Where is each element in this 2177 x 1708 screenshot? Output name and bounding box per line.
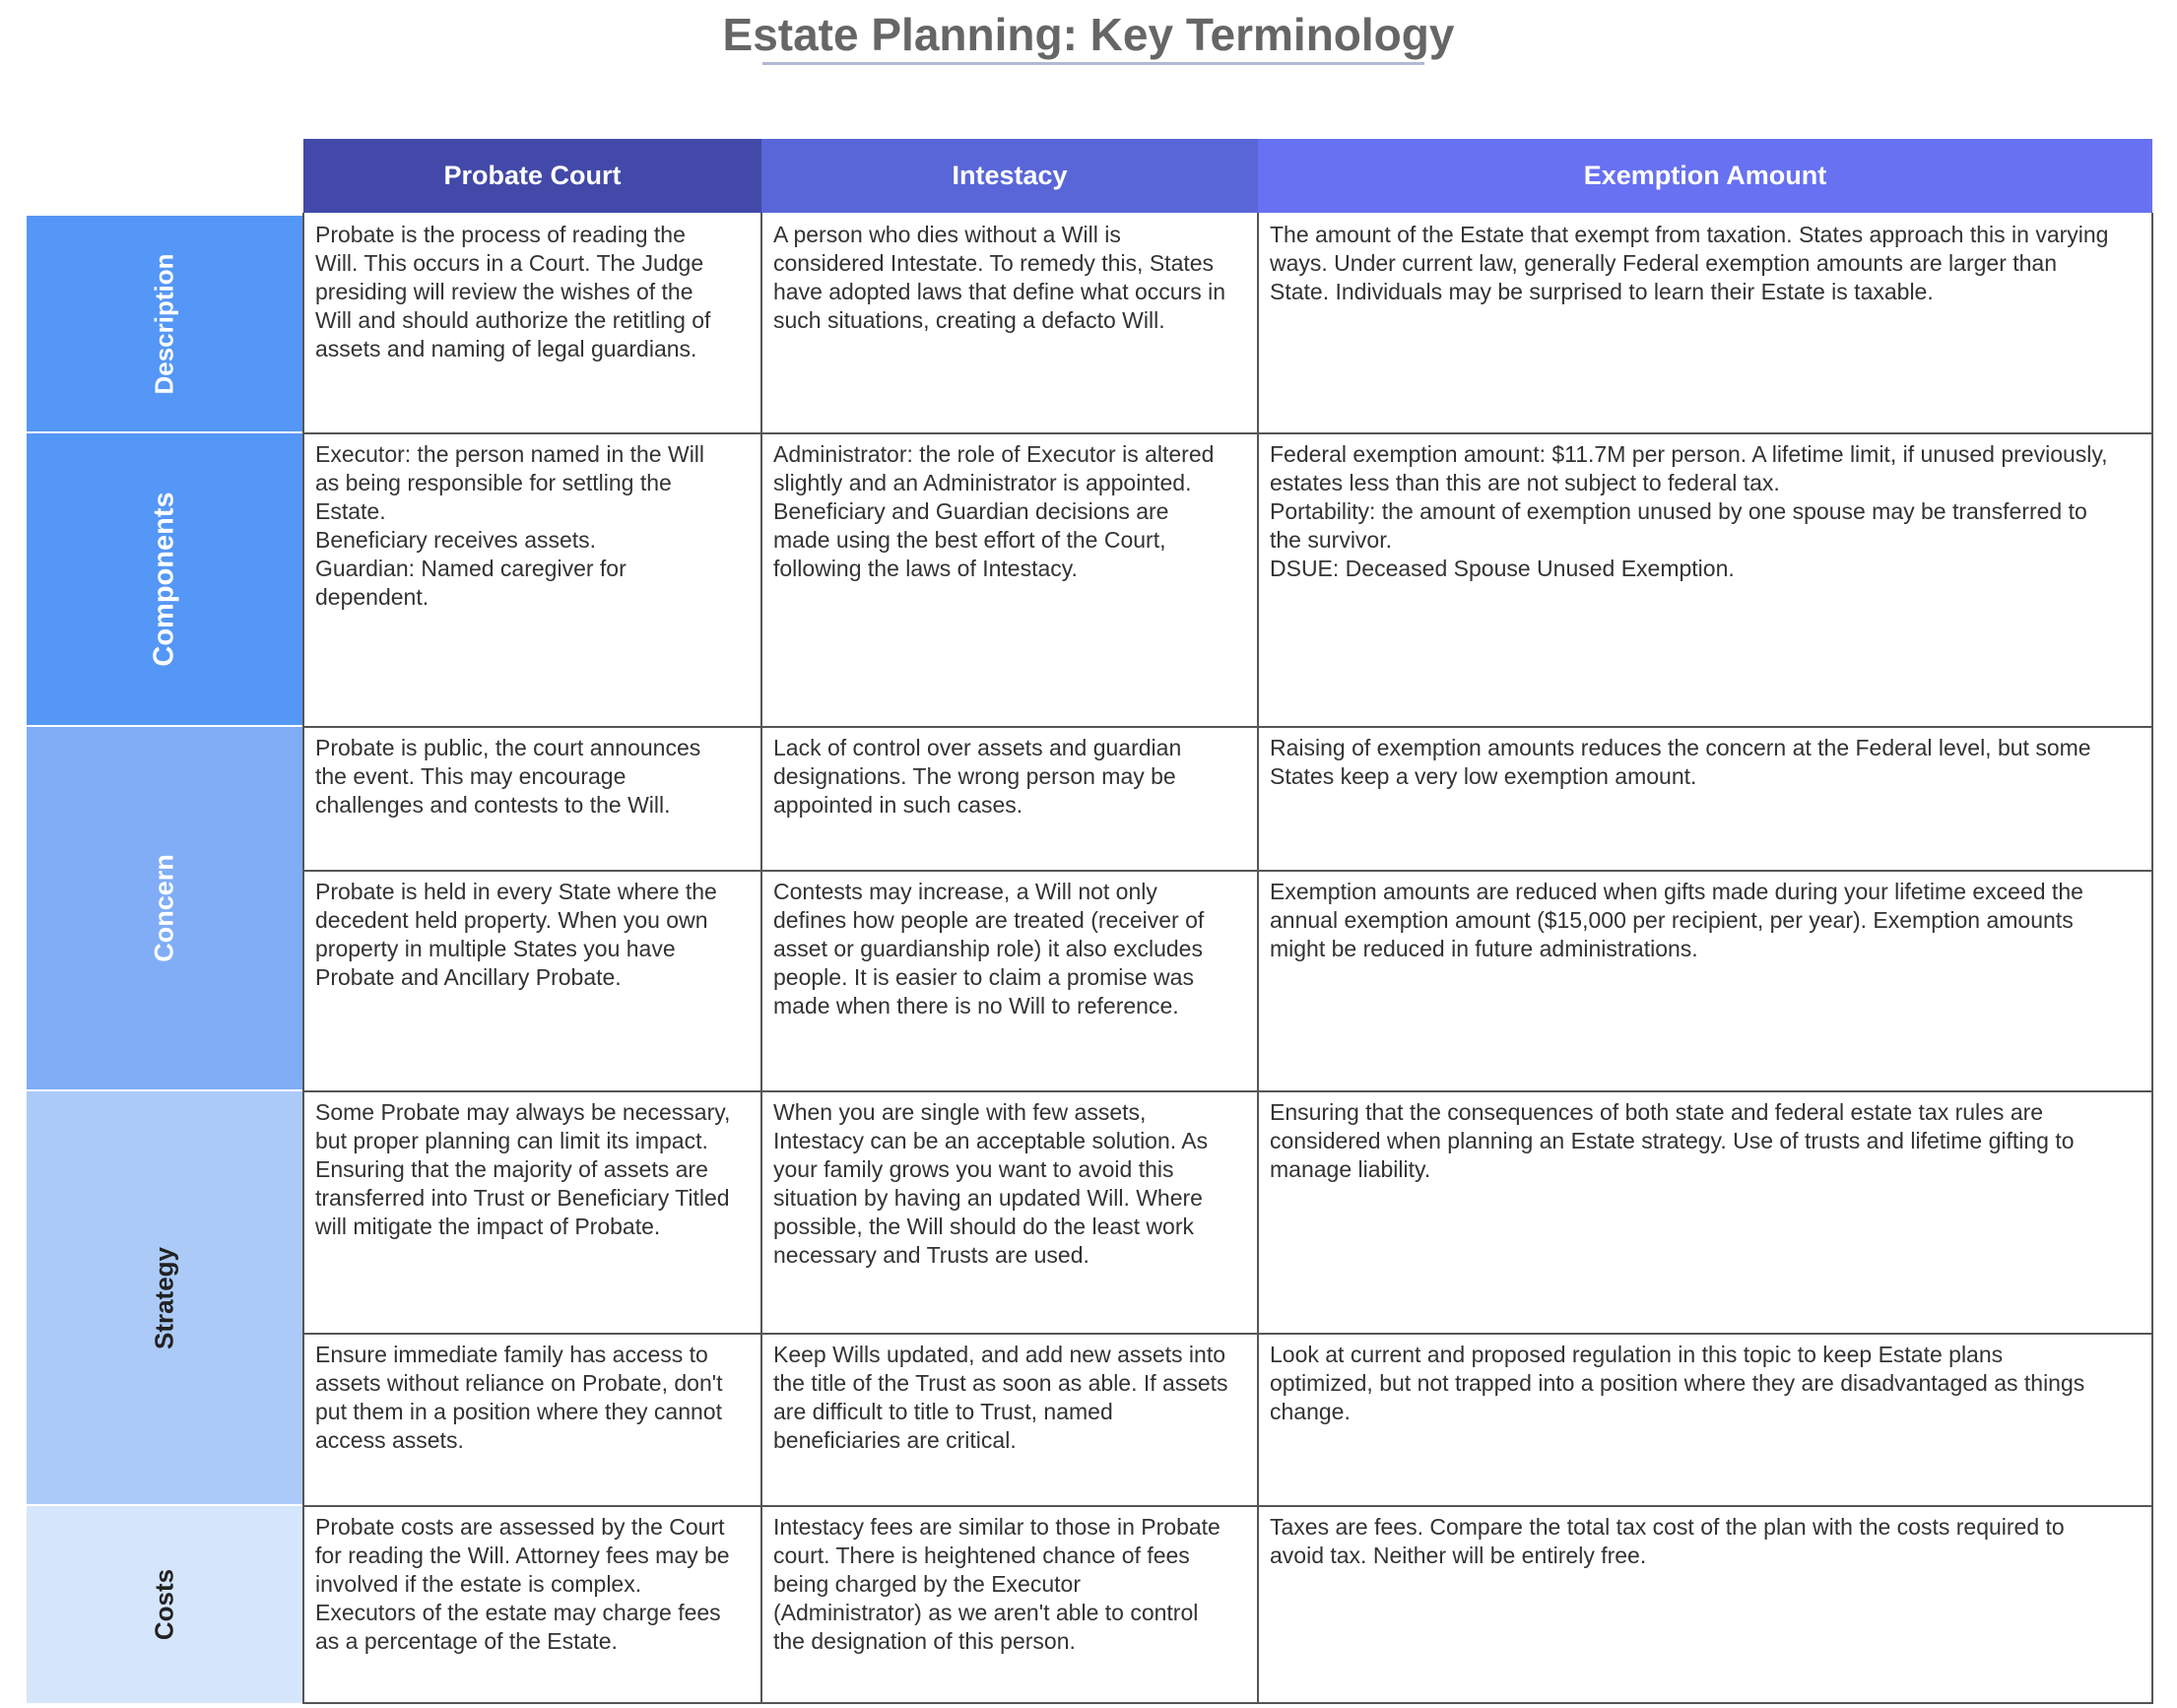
cell-description-exemption-amount: The amount of the Estate that exempt from taxation. States approach this in varying ways. Under current law, generally Federal exemption amounts are larger than State. Individuals may be surprised to learn their Estate is taxable.	[1270, 222, 2109, 304]
row-label: Concern	[149, 854, 179, 962]
cell-components-probate-court: Executor: the person named in the Will as being responsible for settling the Estate. Beneficiary receives assets. Guardian: Named caregiver for dependent.	[315, 441, 705, 610]
cell-strategy-probate-court: Ensure immediate family has access to assets without reliance on Probate, don't put them in a position where they cannot access assets.	[315, 1342, 723, 1453]
grid-line	[302, 1702, 2153, 1704]
row-header-concern	[27, 727, 302, 1089]
column-header-label: Probate Court	[443, 161, 622, 190]
cell-costs-exemption-amount: Taxes are fees. Compare the total tax cost of the plan with the costs required to avoid tax. Neither will be entirely free.	[1270, 1514, 2065, 1568]
cell-components-exemption-amount: Federal exemption amount: $11.7M per person. A lifetime limit, if unused previously, estates less than this are not subject to federal tax. Portability: the amount of exemption unused by one spouse may be transferred to the survivor. DSUE: Deceased Spouse Unused Exemption.	[1270, 441, 2108, 581]
row-label: Components	[148, 492, 180, 667]
column-header-probate-court	[303, 139, 761, 213]
cell-concern-probate-court: Probate is held in every State where the decedent held property. When you own property in multiple States you have Probate and Ancillary Probate.	[315, 879, 717, 990]
cell-strategy-intestacy: When you are single with few assets, Intestacy can be an acceptable solution. As your family grows you want to avoid this situation by having an updated Will. Where possible, the Will should do the least work necessary and Trusts are used.	[773, 1099, 1209, 1268]
cell-strategy-intestacy: Keep Wills updated, and add new assets into the title of the Trust as soon as able. If assets are difficult to title to Trust, named beneficiaries are critical.	[773, 1342, 1228, 1453]
cell-concern-exemption-amount: Raising of exemption amounts reduces the concern at the Federal level, but some States keep a very low exemption amount.	[1270, 735, 2091, 789]
row-label: Costs	[149, 1568, 179, 1641]
cell-costs-probate-court: Probate costs are assessed by the Court for reading the Will. Attorney fees may be involved if the estate is complex. Executors of the estate may charge fees as a percentage of the Estate.	[315, 1514, 730, 1654]
column-header-exemption-amount	[1258, 139, 2152, 213]
title-underline	[762, 62, 1424, 65]
page-title: Estate Planning: Key Terminology	[722, 9, 1455, 60]
row-label: Strategy	[149, 1246, 179, 1349]
cell-description-intestacy: A person who dies without a Will is considered Intestate. To remedy this, States have adopted laws that define what occurs in such situations, creating a defacto Will.	[773, 222, 1226, 333]
cell-strategy-exemption-amount: Ensuring that the consequences of both state and federal estate tax rules are considered when planning an Estate strategy. Use of trusts and lifetime gifting to manage liability.	[1270, 1099, 2075, 1182]
grid-line	[2151, 213, 2153, 1704]
column-header-label: Intestacy	[952, 161, 1068, 190]
cell-costs-intestacy: Intestacy fees are similar to those in Probate court. There is heightened chance of fees being charged by the Executor (Administrator) as we aren't able to control the designation of this person.	[773, 1514, 1220, 1654]
cell-concern-intestacy: Contests may increase, a Will not only defines how people are treated (receiver of asset or guardianship role) it also excludes people. It is easier to claim a promise was made when there is no Will to reference.	[773, 879, 1205, 1018]
cell-concern-intestacy: Lack of control over assets and guardian designations. The wrong person may be appointed in such cases.	[773, 735, 1182, 818]
row-header-strategy	[27, 1091, 302, 1504]
cell-strategy-exemption-amount: Look at current and proposed regulation in this topic to keep Estate plans optimized, but not trapped into a position where they are disadvantaged as things change.	[1270, 1342, 2085, 1424]
row-header-components	[27, 433, 302, 725]
column-header-label: Exemption Amount	[1583, 161, 1827, 190]
row-header-costs	[27, 1506, 302, 1703]
cell-components-intestacy: Administrator: the role of Executor is altered slightly and an Administrator is appointed. Beneficiary and Guardian decisions are made using the best effort of the Court, following the laws of Intestacy.	[773, 441, 1215, 581]
row-label: Description	[149, 252, 179, 395]
row-header-description	[27, 216, 302, 431]
cell-strategy-probate-court: Some Probate may always be necessary, but proper planning can limit its impact. Ensuring that the majority of assets are transferred into Trust or Beneficiary Titled will mitigate the impact of Probate.	[315, 1099, 731, 1239]
cell-concern-probate-court: Probate is public, the court announces the event. This may encourage challenges and contests to the Will.	[315, 735, 701, 818]
cell-concern-exemption-amount: Exemption amounts are reduced when gifts made during your lifetime exceed the annual exemption amount ($15,000 per recipient, per year). Exemption amounts might be reduced in future administrations.	[1270, 879, 2083, 961]
cell-description-probate-court: Probate is the process of reading the Will. This occurs in a Court. The Judge presiding will review the wishes of the Will and should authorize the retitling of assets and naming of legal guardians.	[315, 222, 711, 361]
column-header-intestacy	[761, 139, 1258, 213]
